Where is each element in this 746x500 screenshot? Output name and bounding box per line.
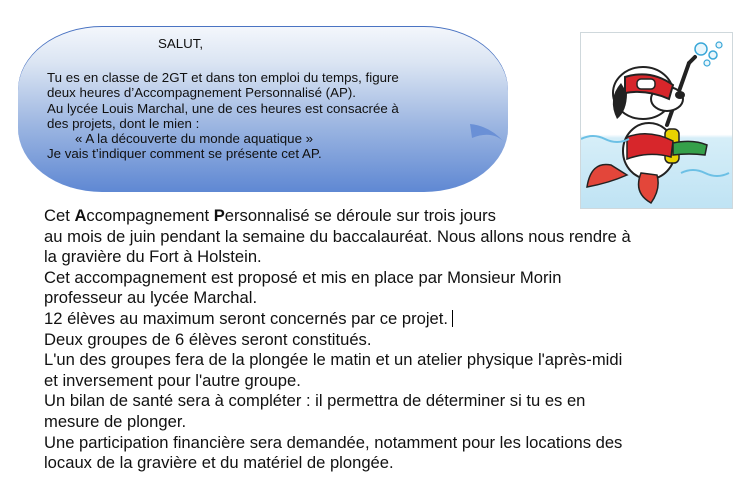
article-line-13: locaux de la gravière et du matériel de plongée.: [44, 453, 394, 473]
article-line-9: et inversement pour l'autre groupe.: [44, 370, 301, 390]
article-line-12: Une participation financière sera demandée, notamment pour les locations des: [44, 432, 623, 452]
article-line-8: L'un des groupes fera de la plongée le matin et un atelier physique l'après-midi: [44, 350, 623, 370]
article-line-4: Cet accompagnement est proposé et mis en place par Monsieur Morin: [44, 267, 562, 287]
article-line-10: Un bilan de santé sera à compléter : il permettra de déterminer si tu es en: [44, 391, 586, 411]
article-line-3: la gravière du Fort à Holstein.: [44, 247, 262, 267]
speech-bubble: [18, 26, 508, 192]
bubble-line-5: Je vais t’indiquer comment se présente cet AP.: [47, 146, 322, 162]
article-line-7: Deux groupes de 6 élèves seront constitués.: [44, 329, 372, 349]
bubble-line-1: Tu es en classe de 2GT et dans ton emploi du temps, figure: [47, 70, 399, 86]
text-cursor[interactable]: [452, 310, 453, 327]
snoopy-diver-icon: [581, 33, 732, 208]
speech-bubble-text: [47, 36, 487, 161]
bubble-greeting: SALUT,: [158, 36, 204, 51]
article-line-6: 12 élèves au maximum seront concernés par ce projet.: [44, 309, 744, 330]
article-line-5: professeur au lycée Marchal.: [44, 288, 258, 308]
bubble-quote: « A la découverte du monde aquatique »: [75, 131, 314, 147]
speech-bubble-tail: [470, 120, 506, 144]
article-line-2: au mois de juin pendant la semaine du baccalauréat. Nous allons nous rendre à: [44, 226, 631, 246]
bubble-line-4: des projets, dont le mien :: [47, 115, 200, 131]
article-line-11: mesure de plonger.: [44, 411, 187, 431]
article-line-1: Cet Accompagnement Personnalisé se déroule sur trois jours: [44, 206, 496, 225]
bubble-line-3: Au lycée Louis Marchal, une de ces heures est consacrée à: [47, 100, 399, 116]
snoopy-diver-illustration: [580, 32, 733, 209]
bubble-line-2: deux heures d’Accompagnement Personnalisé (AP).: [47, 85, 356, 101]
article-body: [44, 206, 744, 474]
